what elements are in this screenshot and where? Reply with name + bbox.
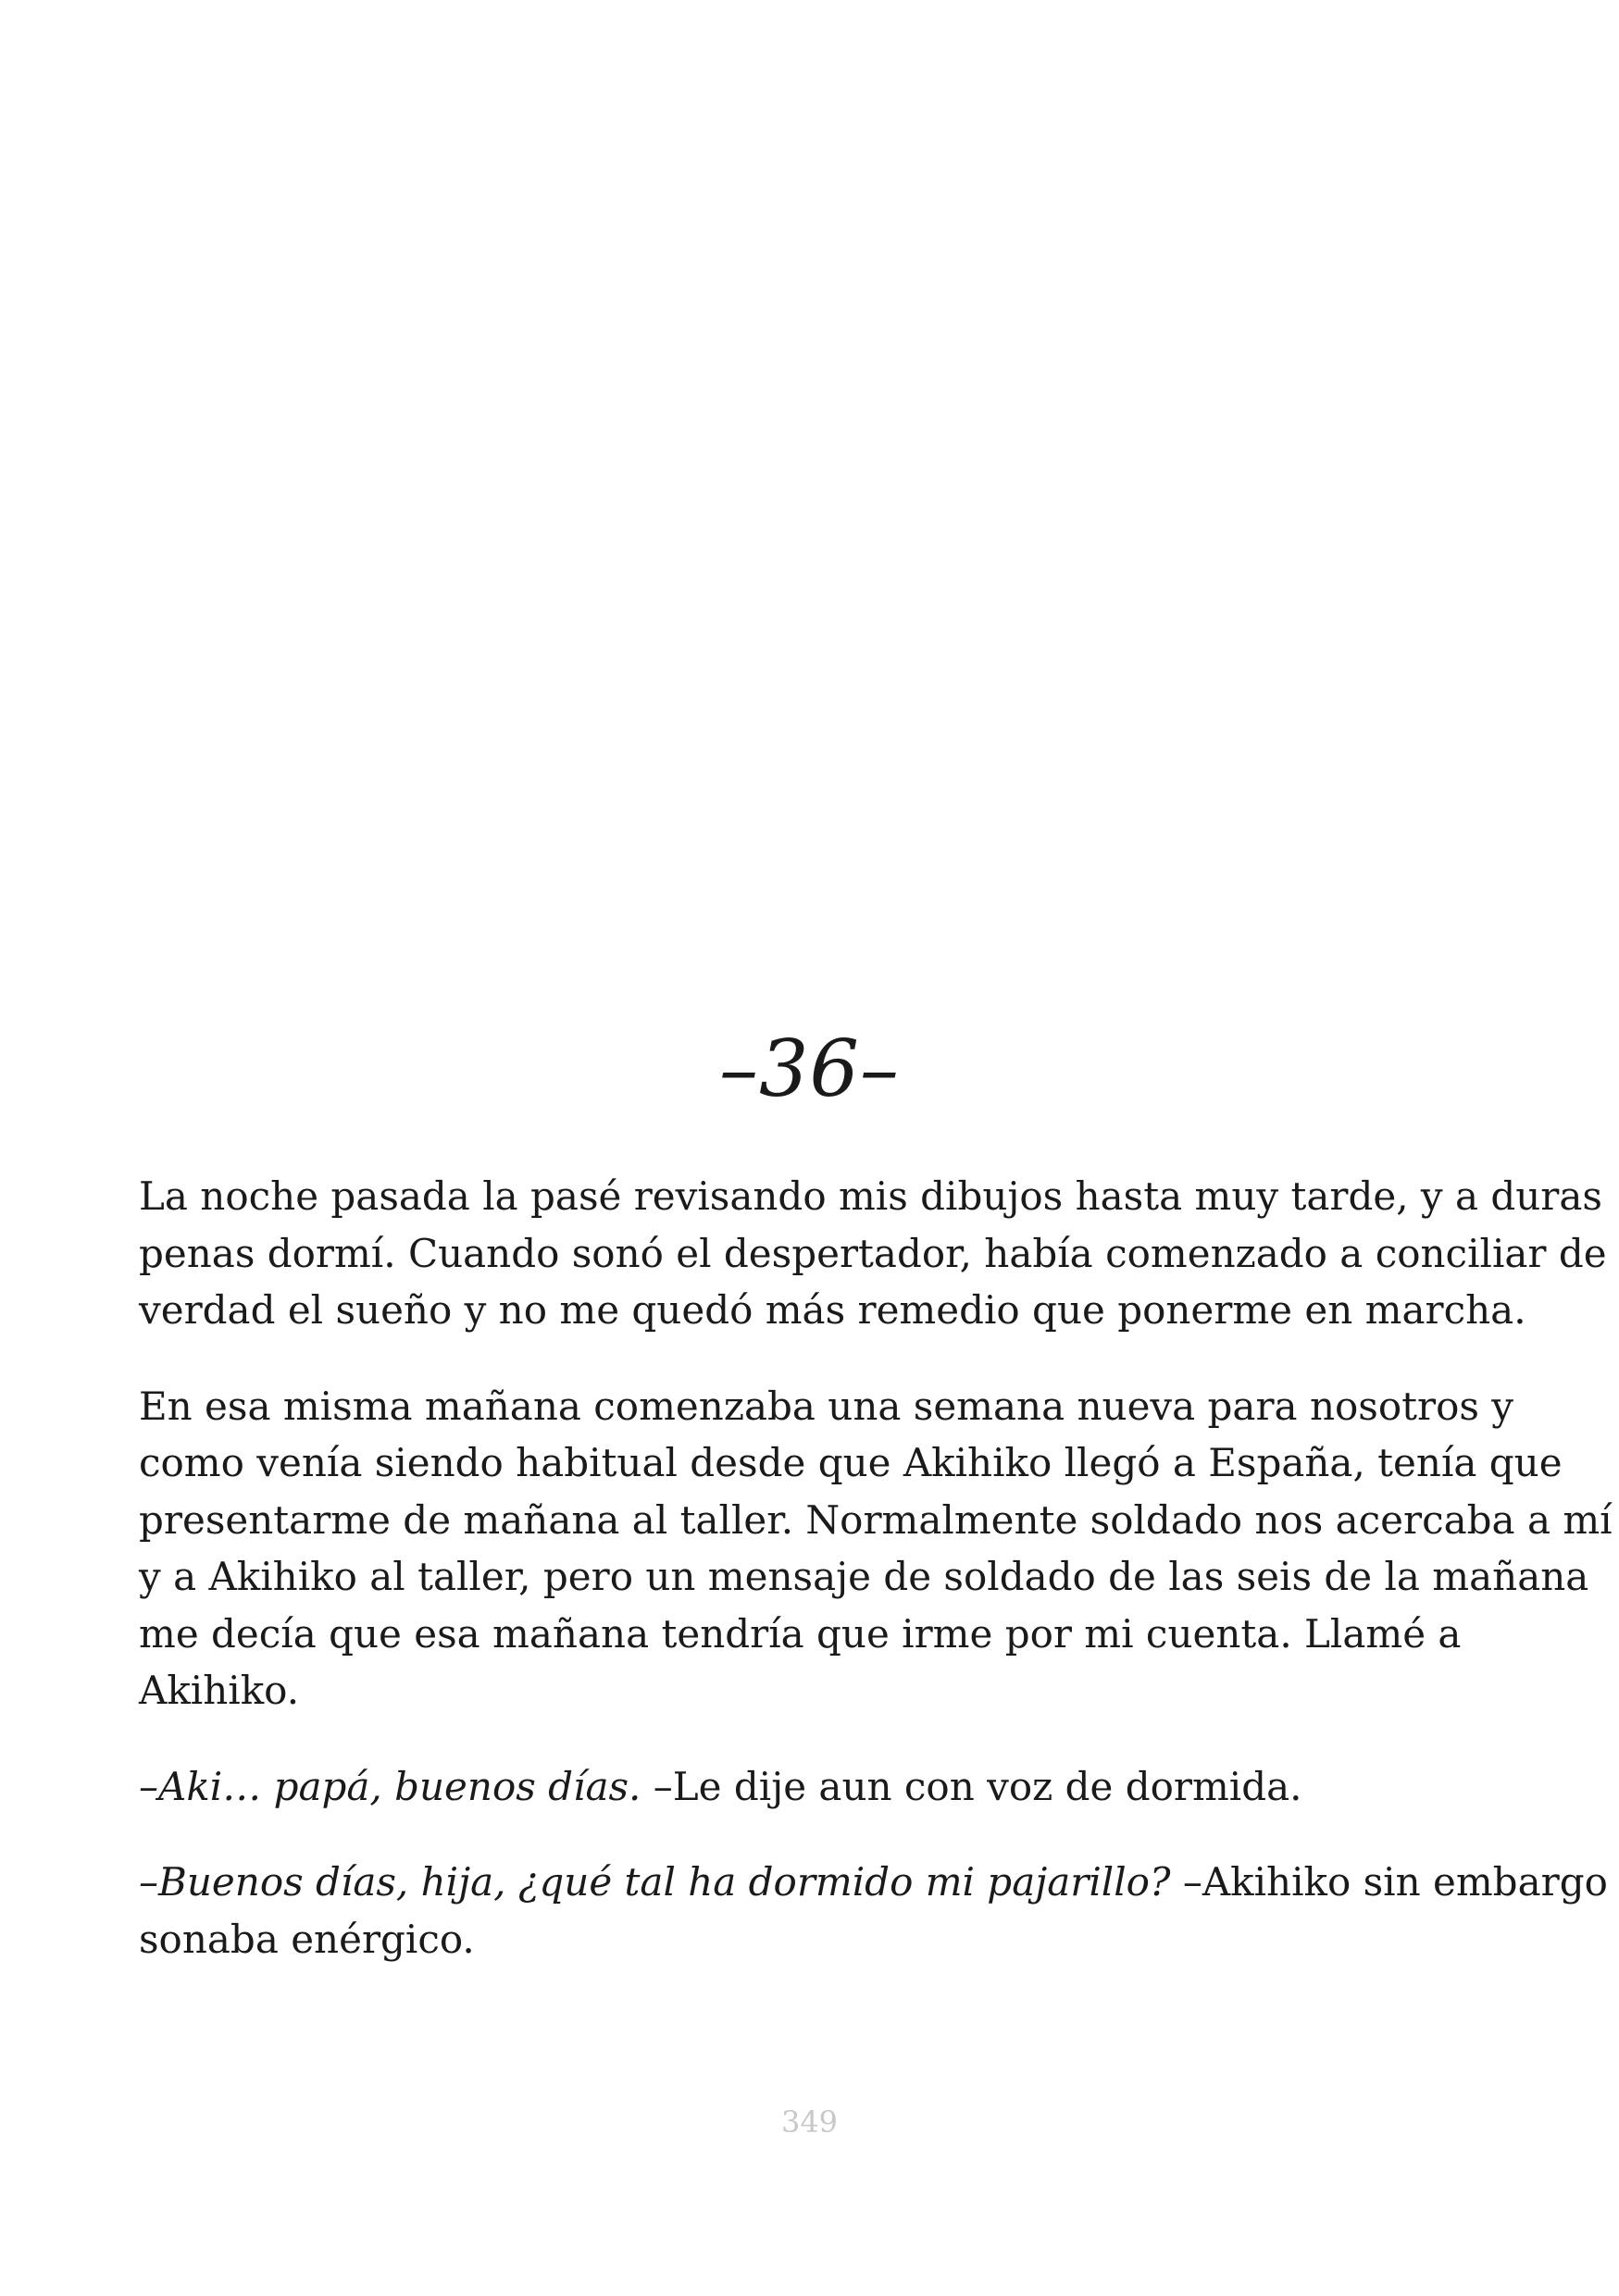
dialogue-paragraph-1 [139, 1758, 1490, 1816]
text-line [139, 1854, 1608, 1911]
dialogue-speech: –Aki… papá, buenos días. [139, 1763, 641, 1809]
paragraph-1 [139, 1168, 1607, 1339]
page-number: 349 [780, 2104, 839, 2140]
text-line: Akihiko. [139, 1668, 300, 1713]
text-line: En esa misma mañana comenzaba una semana nueva para nosotros y [139, 1383, 1513, 1429]
chapter-title: –36– [719, 1024, 900, 1114]
text-line: me decía que esa mañana tendría que irme por mi cuenta. Llamé a [139, 1610, 1462, 1657]
text-line: La noche pasada la pasé revisando mis dibujos hasta muy tarde, y a duras [139, 1173, 1602, 1219]
text-line: penas dormí. Cuando sonó el despertador, había comenzado a conciliar de [139, 1230, 1607, 1276]
text-line: verdad el sueño y no me quedó más remedio que ponerme en marcha. [139, 1287, 1526, 1333]
text-line: como venía siendo habitual desde que Akihiko llegó a España, tenía que [139, 1440, 1563, 1485]
text-line: sonaba enérgico. [139, 1916, 475, 1962]
dialogue-speech: –Buenos días, hija, ¿qué tal ha dormido mi pajarillo? [139, 1859, 1171, 1905]
chapter-body [139, 1168, 1613, 2006]
dialogue-narration: –Akihiko sin embargo [1170, 1859, 1608, 1905]
paragraph-2 [139, 1378, 1613, 1719]
text-line [139, 1758, 1490, 1816]
dialogue-paragraph-2 [139, 1854, 1608, 1967]
text-line: y a Akihiko al taller, pero un mensaje de soldado de las seis de la mañana [139, 1554, 1589, 1599]
dialogue-narration: –Le dije aun con voz de dormida. [641, 1763, 1302, 1809]
text-line: presentarme de mañana al taller. Normalmente soldado nos acercaba a mí [139, 1496, 1613, 1543]
